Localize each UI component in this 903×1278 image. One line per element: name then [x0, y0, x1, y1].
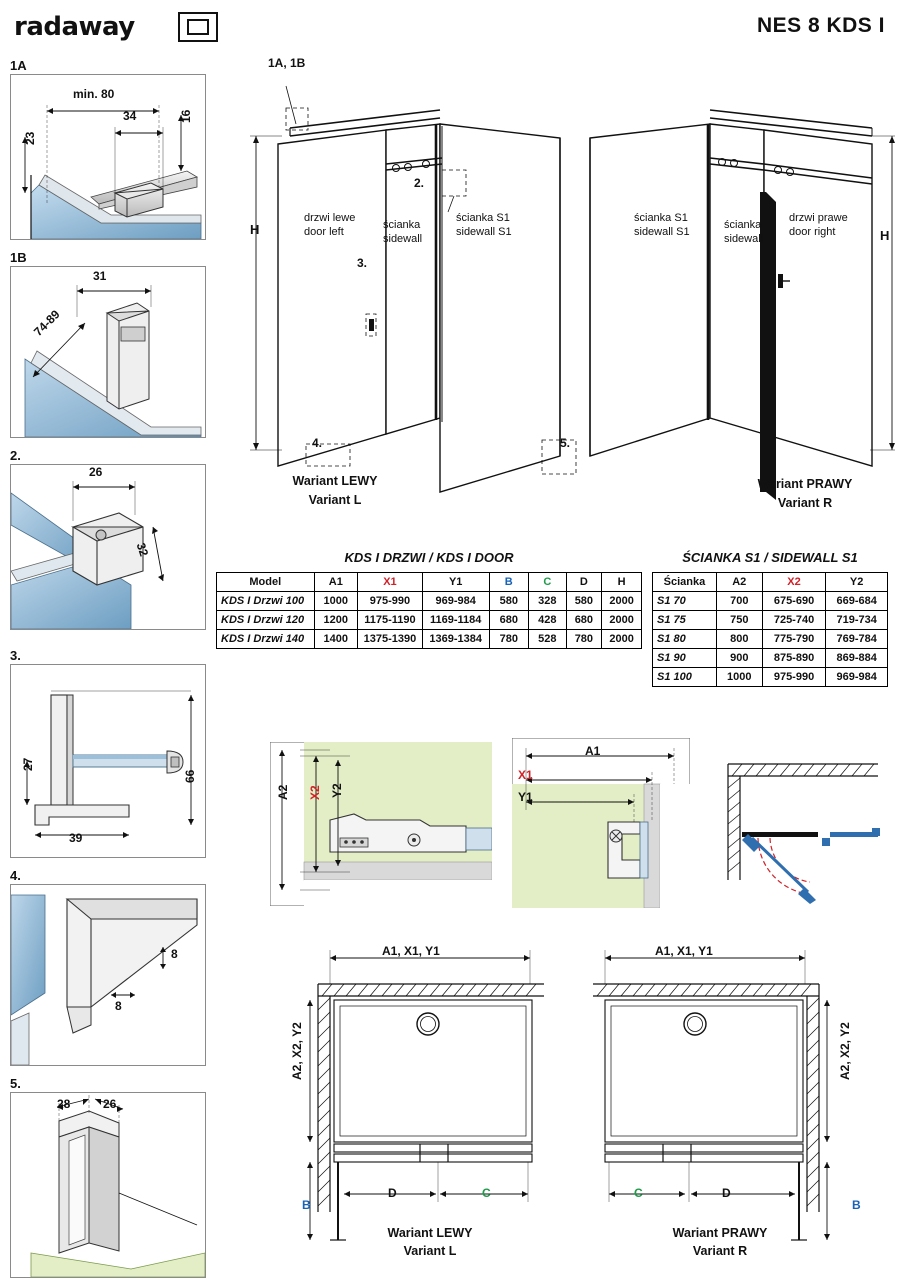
page-title: NES 8 KDS I — [756, 14, 885, 37]
dim-1a-34: 34 — [123, 109, 137, 123]
cell-c: 528 — [529, 630, 567, 649]
dim-2-32: 32 — [133, 541, 152, 559]
dim-h-left: H — [250, 222, 260, 237]
label-s1-right-pl: ścianka S1 — [634, 212, 688, 224]
cell-y1: 1369-1384 — [422, 630, 489, 649]
cell-x1: 975-990 — [358, 592, 423, 611]
label-s1-right-en: sidewall S1 — [634, 226, 690, 238]
cell-d: 580 — [566, 592, 602, 611]
label-y2-mid: Y2 — [330, 783, 344, 798]
cell-model: KDS I Drzwi 100 — [217, 592, 315, 611]
label-door-left-pl: drzwi lewe — [304, 212, 356, 224]
cell-a1: 1400 — [314, 630, 358, 649]
plan-left-c: C — [482, 1186, 491, 1200]
detail-label-3: 3. — [10, 648, 21, 663]
dim-1b-31: 31 — [93, 269, 107, 283]
plan-left-variant-en: Variant L — [403, 1244, 457, 1258]
table-row — [653, 592, 888, 611]
variant-left-pl: Wariant LEWY — [292, 474, 378, 488]
cell-y1: 969-984 — [422, 592, 489, 611]
detail-label-5: 5. — [10, 1076, 21, 1091]
cell-b: 580 — [489, 592, 528, 611]
table-row — [217, 592, 642, 611]
cell-h: 2000 — [602, 630, 642, 649]
cell-scianka: S1 100 — [653, 668, 717, 687]
plan-right-variant-en: Variant R — [692, 1244, 748, 1258]
cell-model: KDS I Drzwi 140 — [217, 630, 315, 649]
cell-scianka: S1 90 — [653, 649, 717, 668]
th-x1: X1 — [358, 573, 423, 592]
plan-view-right — [575, 940, 837, 1270]
cell-y2: 969-984 — [826, 668, 888, 687]
sidewall-table — [652, 572, 888, 687]
dim-3-27: 27 — [21, 757, 35, 771]
detail-box-1b — [10, 266, 206, 438]
label-door-right-en: door right — [789, 226, 836, 238]
cell-scianka: S1 75 — [653, 611, 717, 630]
cell-model: KDS I Drzwi 120 — [217, 611, 315, 630]
th-b: B — [489, 573, 528, 592]
table-row — [653, 668, 888, 687]
dim-3-66: 66 — [183, 769, 197, 783]
plan-left-d: D — [388, 1186, 397, 1200]
cell-h: 2000 — [602, 611, 642, 630]
cell-x2: 725-740 — [762, 611, 826, 630]
plan-left-side-dims — [290, 1022, 304, 1080]
cell-y2: 869-884 — [826, 649, 888, 668]
plan-right-b: B — [852, 1198, 861, 1212]
cell-x2: 975-990 — [762, 668, 826, 687]
variant-right-en: Variant R — [777, 496, 833, 510]
cell-d: 680 — [566, 611, 602, 630]
dim-5-26: 26 — [103, 1097, 117, 1111]
cell-a2: 800 — [716, 630, 762, 649]
variant-right-pl: Wariant PRAWY — [757, 477, 853, 491]
dim-2-26: 26 — [89, 465, 103, 479]
cell-x2: 875-890 — [762, 649, 826, 668]
detail-label-2: 2. — [10, 448, 21, 463]
label-sidewall-left-pl: ścianka — [383, 219, 421, 231]
table-row — [653, 649, 888, 668]
variant-left-en: Variant L — [308, 493, 362, 507]
label-s1-left-pl: ścianka S1 — [456, 212, 510, 224]
th-x2: X2 — [762, 573, 826, 592]
dim-3-39: 39 — [69, 831, 83, 845]
detail-box-1a — [10, 74, 206, 240]
label-s1-left-en: sidewall S1 — [456, 226, 512, 238]
label-sidewall-left-en: sidewall — [383, 233, 423, 245]
brand-logo — [14, 8, 224, 44]
detail-label-4: 4. — [10, 868, 21, 883]
detail-box-5 — [10, 1092, 206, 1278]
table-header-row — [653, 573, 888, 592]
cell-x1: 1375-1390 — [358, 630, 423, 649]
th-scianka: Ścianka — [653, 573, 717, 592]
sidewall-table-title: ŚCIANKA S1 / SIDEWALL S1 — [682, 550, 858, 565]
door-table — [216, 572, 642, 649]
label-x2-mid: X2 — [308, 785, 322, 800]
plan-left-variant-pl: Wariant LEWY — [387, 1226, 473, 1240]
cell-h: 2000 — [602, 592, 642, 611]
label-door-right-pl: drzwi prawe — [789, 212, 848, 224]
label-sidewall-right-pl: ścianka — [724, 219, 762, 231]
plan-right-top-dims — [655, 944, 713, 958]
brand-name: radaway — [14, 12, 135, 42]
cell-d: 780 — [566, 630, 602, 649]
cell-a2: 1000 — [716, 668, 762, 687]
mid-diagram-swing — [712, 752, 890, 904]
cell-a2: 750 — [716, 611, 762, 630]
cell-c: 328 — [529, 592, 567, 611]
th-a2: A2 — [716, 573, 762, 592]
th-a1: A1 — [314, 573, 358, 592]
callout-3: 3. — [357, 256, 368, 270]
plan-left-a2: A2, X2, Y2 — [290, 1022, 304, 1080]
th-h: H — [602, 573, 642, 592]
square-logo-icon — [178, 12, 218, 42]
table-row — [217, 630, 642, 649]
th-d: D — [566, 573, 602, 592]
dim-1b-7489: 74-89 — [31, 307, 63, 339]
cell-scianka: S1 70 — [653, 592, 717, 611]
label-y1-mid: Y1 — [518, 790, 533, 804]
callout-5: 5. — [560, 436, 571, 450]
detail-box-4 — [10, 884, 206, 1066]
dim-1a-23: 23 — [23, 131, 37, 145]
label-sidewall-right-en: sidewall — [724, 233, 764, 245]
plan-right-a1: A1, X1, Y1 — [655, 944, 713, 958]
cell-x2: 775-790 — [762, 630, 826, 649]
cell-a2: 900 — [716, 649, 762, 668]
plan-right-a2: A2, X2, Y2 — [838, 1022, 852, 1080]
cell-a1: 1000 — [314, 592, 358, 611]
cell-x2: 675-690 — [762, 592, 826, 611]
label-door-left-en: door left — [304, 226, 344, 238]
cell-b: 680 — [489, 611, 528, 630]
detail-label-1b: 1B — [10, 250, 27, 265]
mid-diagram-right — [512, 738, 690, 908]
cell-c: 428 — [529, 611, 567, 630]
dim-h-right: H — [880, 228, 890, 243]
mid-diagram-left — [270, 742, 492, 906]
cell-x1: 1175-1190 — [358, 611, 423, 630]
callout-4: 4. — [312, 436, 323, 450]
table-row — [653, 611, 888, 630]
callout-1a-1b: 1A, 1B — [268, 56, 306, 70]
dim-1a-16: 16 — [179, 109, 193, 123]
cell-y2: 669-684 — [826, 592, 888, 611]
detail-box-2 — [10, 464, 206, 630]
th-c: C — [529, 573, 567, 592]
table-header-row — [217, 573, 642, 592]
label-x1-mid: X1 — [518, 768, 533, 782]
plan-right-side-dims — [838, 1022, 852, 1080]
th-model: Model — [217, 573, 315, 592]
table-row — [653, 630, 888, 649]
plan-right-c: C — [634, 1186, 643, 1200]
th-y1: Y1 — [422, 573, 489, 592]
dim-5-28: 28 — [57, 1097, 71, 1111]
plan-right-variant-pl: Wariant PRAWY — [672, 1226, 768, 1240]
cell-y2: 719-734 — [826, 611, 888, 630]
plan-left-top-dims — [382, 944, 440, 958]
cell-b: 780 — [489, 630, 528, 649]
cell-a1: 1200 — [314, 611, 358, 630]
dim-4-8b: 8 — [115, 999, 122, 1013]
plan-right-d: D — [722, 1186, 731, 1200]
cell-y1: 1169-1184 — [422, 611, 489, 630]
cell-scianka: S1 80 — [653, 630, 717, 649]
label-a2-mid: A2 — [276, 784, 290, 800]
detail-label-1a: 1A — [10, 58, 27, 73]
detail-box-3 — [10, 664, 206, 858]
callout-2: 2. — [414, 176, 425, 190]
cell-y2: 769-784 — [826, 630, 888, 649]
cell-a2: 700 — [716, 592, 762, 611]
plan-left-a1: A1, X1, Y1 — [382, 944, 440, 958]
plan-left-b: B — [302, 1198, 311, 1212]
dim-1a-min80: min. 80 — [73, 87, 115, 101]
th-y2: Y2 — [826, 573, 888, 592]
door-table-title: KDS I DRZWI / KDS I DOOR — [344, 550, 514, 565]
plan-view-left — [300, 940, 560, 1270]
table-row — [217, 611, 642, 630]
dim-4-8a: 8 — [171, 947, 178, 961]
label-a1-mid: A1 — [585, 744, 601, 758]
